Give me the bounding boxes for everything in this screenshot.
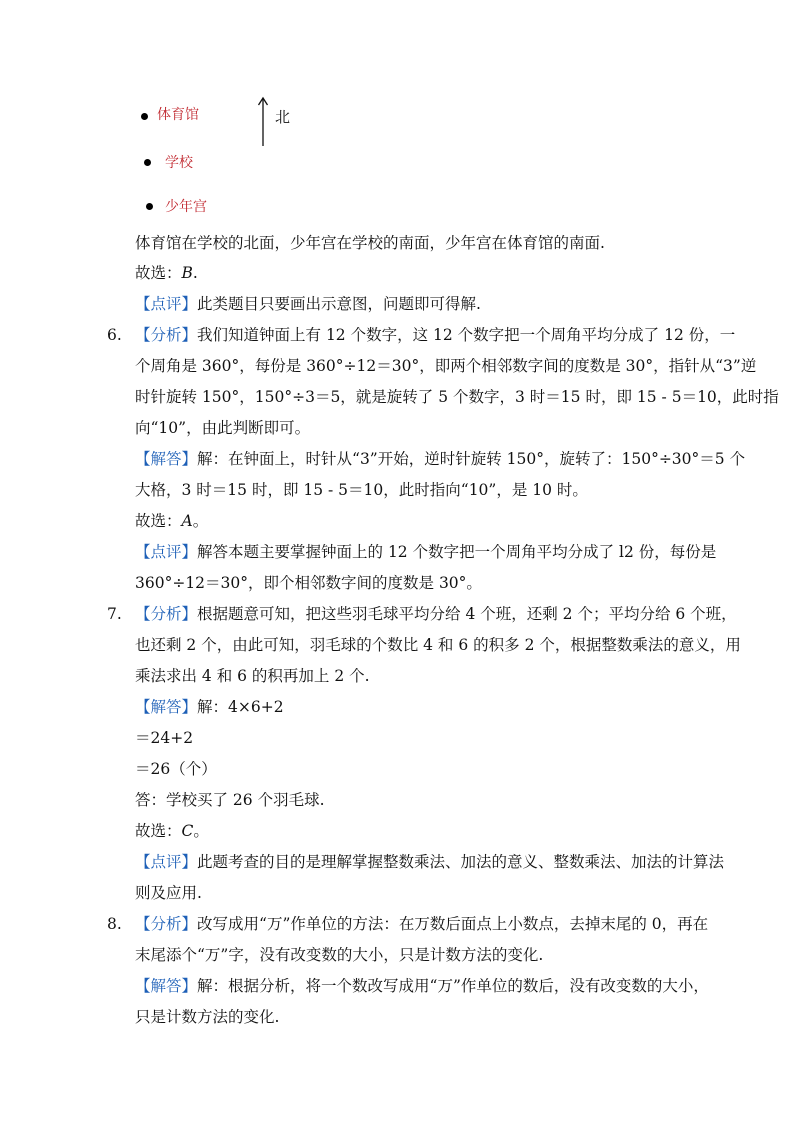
q5-choice: 故选：B. <box>135 264 198 282</box>
q8-answer-2: 只是计数方法的变化. <box>135 1008 280 1026</box>
q5-comment: 【点评】此类题目只要画出示意图，问题即可得解. <box>135 295 481 313</box>
school-dot <box>144 159 151 166</box>
q7-choice: 故选：C。 <box>135 822 209 840</box>
answer-tag: 【解答】 <box>135 698 198 716</box>
q8-analysis-2: 末尾添个“万”字，没有改变数的大小，只是计数方法的变化. <box>135 946 544 964</box>
q7-analysis-2: 也还剩 2 个，由此可知，羽毛球的个数比 4 和 6 的积多 2 个，根据整数乘法的意义，用 <box>135 636 741 654</box>
north-arrow-icon <box>257 96 269 146</box>
q7-answer-1: 【解答】解：4×6+2 <box>135 698 284 716</box>
q7-number: 7. <box>107 605 122 623</box>
answer-tag: 【解答】 <box>135 450 198 468</box>
q6-comment-1: 【点评】解答本题主要掌握钟面上的 12 个数字把一个周角平均分成了 l2 份，每份是 <box>135 543 717 561</box>
q7-comment-1: 【点评】此题考查的目的是理解掌握整数乘法、加法的意义、整数乘法、加法的计算法 <box>135 853 725 871</box>
north-label: 北 <box>275 108 291 126</box>
q6-analysis-1: 【分析】我们知道钟面上有 12 个数字，这 12 个数字把一个周角平均分成了 12 份，一 <box>135 326 736 344</box>
q6-answer-1: 【解答】解：在钟面上，时针从“3”开始，逆时针旋转 150°，旋转了：150°÷30°＝5 个 <box>135 450 746 468</box>
comment-tag: 【点评】 <box>135 853 198 871</box>
q7-comment-2: 则及应用. <box>135 884 202 902</box>
youth-palace-label: 少年宫 <box>165 199 207 215</box>
gym-label: 体育馆 <box>157 107 199 123</box>
q8-number: 8. <box>107 915 122 933</box>
q7-answer-3: ＝26（个） <box>135 760 217 778</box>
gym-dot <box>141 113 148 120</box>
q7-analysis-3: 乘法求出 4 和 6 的积再加上 2 个. <box>135 667 370 685</box>
q6-choice: 故选：A。 <box>135 512 209 530</box>
q5-line-1: 体育馆在学校的北面，少年宫在学校的南面，少年宫在体育馆的南面. <box>135 234 605 252</box>
q6-comment-2: 360°÷12＝30°，即个相邻数字间的度数是 30°。 <box>135 574 482 592</box>
youth-palace-dot <box>146 203 153 210</box>
analysis-tag: 【分析】 <box>135 915 198 933</box>
q8-analysis-1: 【分析】改写成用“万”作单位的方法：在万数后面点上小数点，去掉末尾的 0，再在 <box>135 915 709 933</box>
school-label: 学校 <box>165 155 193 171</box>
q6-analysis-4: 向“10”，由此判断即可。 <box>135 419 311 437</box>
q8-answer-1: 【解答】解：根据分析，将一个数改写成用“万”作单位的数后，没有改变数的大小， <box>135 977 709 995</box>
q6-analysis-2: 个周角是 360°，每份是 360°÷12＝30°，即两个相邻数字间的度数是 30°，指针从“3”逆 <box>135 357 757 375</box>
comment-tag: 【点评】 <box>135 543 198 561</box>
answer-tag: 【解答】 <box>135 977 198 995</box>
q7-answer-2: ＝24+2 <box>135 729 194 747</box>
analysis-tag: 【分析】 <box>135 326 198 344</box>
q6-analysis-3: 时针旋转 150°，150°÷3＝5，就是旋转了 5 个数字，3 时＝15 时，即 15 - 5＝10，此时指 <box>135 388 779 406</box>
q7-analysis-1: 【分析】根据题意可知，把这些羽毛球平均分给 4 个班，还剩 2 个；平均分给 6 个班， <box>135 605 737 623</box>
q6-number: 6. <box>107 326 122 344</box>
q7-answer-4: 答：学校买了 26 个羽毛球. <box>135 791 325 809</box>
direction-diagram <box>135 90 355 220</box>
q6-answer-2: 大格，3 时＝15 时，即 15 - 5＝10，此时指向“10”，是 10 时。 <box>135 481 588 499</box>
analysis-tag: 【分析】 <box>135 605 198 623</box>
comment-tag: 【点评】 <box>135 295 198 313</box>
